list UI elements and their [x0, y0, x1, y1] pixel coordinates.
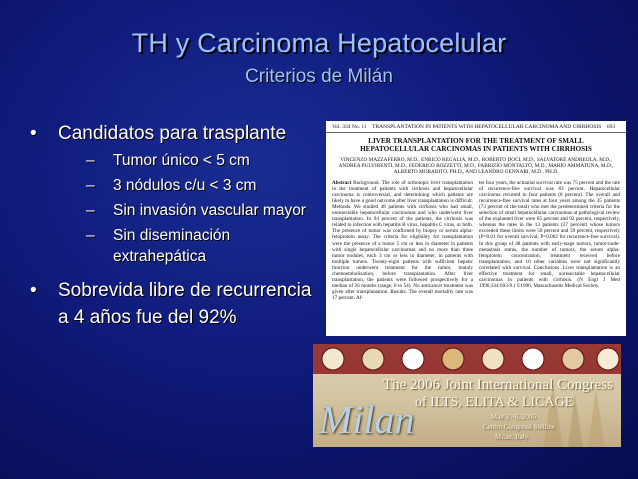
congress-banner-image — [313, 344, 621, 447]
paper-column-right: ter four years, the actuarial survival rate was 75 percent and the rate of recurrence-free survival was 83 percent. Hepatocellular carcinoma recurred in four patients (8 percent). The overall and recurrence-free survival rates at four years among the 35 patients (73 percent of the total) who met the predetermined criteria for the selection of small hepatocellular carcinomas at pathological review of the explanted liver were 85 percent and 92 percent, respectively, whereas the rates in the 13 patients (27 percent) whose tumors exceeded these limits were 50 percent and 59 percent, respectively (P=0.01 for overall survival; P=0.002 for recurrence-free survival). In this group of 48 patients with early-stage tumors, tumor-node-metastasis status, the number of tumors, the serum alpha-fetoprotein concentration, treatment received before transplantation, and 10 other variables were not significantly correlated with survival. Conclusions. Liver transplantation is an effective treatment for small, unresectable hepatocellular carcinomas in patients with cirrhosis. (N Engl J Med 1996;334:693-9.) ©1996, Massachusetts Medical Society. — [479, 179, 620, 290]
banner-milan-script: Milan — [319, 397, 415, 442]
criteria-item — [58, 225, 320, 267]
criteria-text: Sin invasión vascular mayor — [113, 202, 306, 219]
bullet-list — [30, 120, 320, 331]
banner-venue: Centro Congressi Stelline — [483, 423, 555, 431]
paper-abstract — [326, 179, 626, 303]
bullet-candidates — [30, 120, 320, 267]
paper-column-left — [332, 180, 473, 302]
bullet-icon: • — [30, 123, 37, 144]
paper-header-running-title: TRANSPLANTATION IN PATIENTS WITH HEPATOCELLULAR CARCINOMA AND CIRRHOSIS — [372, 124, 602, 130]
paper-column-left-text: Background. The role of orthotopic liver transplantation in the treatment of patients with cirrhosis and hepatocellular carcinoma is controversial, and determining which patients are likely to have a good outcome after liver transplantation is difficult. Methods. We studied 48 patients with cirrhosis who had small, unresectable hepatocellular carcinomas and who underwent liver transplantation. In 94 percent of the patients, the cirrhosis was related to infection with hepatitis B virus, hepatitis C virus, or both. The presence of tumor was confirmed by biopsy or serum alpha-fetoprotein assay. The criteria for eligibility for transplantation were the presence of a tumor 5 cm or less in diameter in patients with single hepatocellular carcinomas and no more than three tumor nodules, each 3 cm or less in diameter, in patients with multiple tumors. Twenty-eight patients with sufficient hepatic function underwent treatment for the tumor, mainly chemoembolization, before transplantation. After liver transplantation, the patients were followed prospectively for a median of 26 months (range, 8 to 54). No anticancer treatment was given after transplantation. Results. The overall mortality rate was 17 percent. Af- — [332, 179, 473, 302]
criteria-text: Sin diseminación extrahepática — [113, 227, 231, 265]
criteria-item — [58, 200, 320, 221]
banner-dates: May 3 - 6, 2006 — [491, 413, 536, 421]
dash-icon: – — [86, 177, 95, 194]
bullet-text: Candidatos para trasplante — [58, 123, 287, 144]
dash-icon: – — [86, 152, 95, 169]
bullet-survival — [30, 277, 320, 331]
banner-city: Milan, Italy — [495, 433, 529, 441]
dash-icon: – — [86, 202, 95, 219]
paper-excerpt-image — [326, 121, 626, 336]
criteria-list — [58, 150, 320, 267]
criteria-item — [58, 175, 320, 196]
paper-header — [326, 121, 626, 133]
paper-authors: VINCENZO MAZZAFERRO, M.D., ENRICO REGALIA, M.D., ROBERTO DOCI, M.D., SALVATORE ANDREOLA, M.D., ANDREA PULVIRENTI, M.D., FEDERICO BOZZETTI, M.D., FABRIZIO MONTALTO, M.D., MARIO AMMATUNA, M.D., ALBERTO MORABITO, PH.D., AND LEANDRO GENNARI, M.D., PH.D. — [338, 157, 614, 176]
dash-icon: – — [86, 227, 95, 244]
banner-organizations: of ILTS, ELITA & LICAGE — [415, 395, 574, 410]
bullet-icon: • — [30, 280, 37, 301]
criteria-text: Tumor único < 5 cm — [113, 152, 250, 169]
slide-title: TH y Carcinoma Hepatocelular — [131, 28, 507, 58]
slide-subtitle: Criterios de Milán — [245, 66, 393, 87]
paper-header-page: 693 — [606, 124, 616, 130]
banner-congress-title: The 2006 Joint International Congress — [383, 377, 613, 393]
criteria-text: 3 nódulos c/u < 3 cm — [113, 177, 257, 194]
abstract-label: Abstract — [332, 179, 352, 186]
paper-header-volume: Vol. 334 No. 11 — [332, 124, 367, 130]
criteria-item — [58, 150, 320, 171]
bullet-text: Sobrevida libre de recurrencia a 4 años fue del 92% — [58, 280, 312, 328]
paper-title: LIVER TRANSPLANTATION FOR THE TREATMENT OF SMALL HEPATOCELLULAR CARCINOMAS IN PATIENTS WITH CIRRHOSIS — [360, 137, 592, 153]
